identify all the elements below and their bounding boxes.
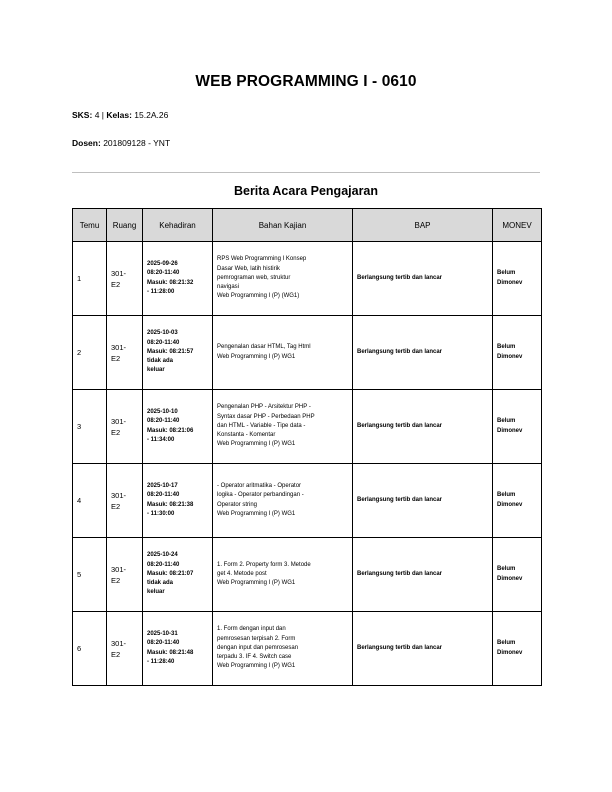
dosen-value: 201809128 - YNT: [103, 138, 171, 148]
cell-bap: Berlangsung tertib dan lancar: [353, 316, 493, 390]
cell-ruang: 301- E2: [107, 464, 143, 538]
cell-kehadiran: 2025-10-24 08:20-11:40 Masuk: 08:21:07 tidak ada keluar: [143, 538, 213, 612]
cell-bahan-kajian: RPS Web Programming I Konsep Dasar Web, latih histirik pemrograman web, struktur navigasi Web Programming I (P) (WG1): [213, 242, 353, 316]
cell-bap: Berlangsung tertib dan lancar: [353, 464, 493, 538]
kelas-label: Kelas:: [106, 110, 132, 120]
table-row: [73, 242, 542, 316]
cell-bap: Berlangsung tertib dan lancar: [353, 242, 493, 316]
cell-monev: Belum Dimonev: [493, 242, 542, 316]
header-temu: Temu: [73, 209, 107, 242]
divider: [72, 172, 540, 173]
header-bap: BAP: [353, 209, 493, 242]
cell-monev: Belum Dimonev: [493, 390, 542, 464]
course-title: WEB PROGRAMMING I - 0610: [195, 73, 417, 90]
sks-label: SKS:: [72, 110, 93, 120]
kelas-value: 15.2A.26: [134, 110, 169, 120]
cell-kehadiran: 2025-10-10 08:20-11:40 Masuk: 08:21:06 - 11:34:00: [143, 390, 213, 464]
cell-kehadiran: 2025-10-31 08:20-11:40 Masuk: 08:21:48 - 11:28:40: [143, 612, 213, 686]
cell-temu: 5: [73, 538, 107, 612]
header-bahan-kajian: Bahan Kajian: [213, 209, 353, 242]
header-monev: MONEV: [493, 209, 542, 242]
cell-bahan-kajian: Pengenalan dasar HTML, Tag Html Web Programming I (P) WG1: [213, 316, 353, 390]
teaching-report-table: [72, 208, 542, 686]
lecturer-meta: [72, 138, 170, 148]
cell-monev: Belum Dimonev: [493, 612, 542, 686]
cell-kehadiran: 2025-10-17 08:20-11:40 Masuk: 08:21:38 - 11:30:00: [143, 464, 213, 538]
cell-bap: Berlangsung tertib dan lancar: [353, 390, 493, 464]
cell-monev: Belum Dimonev: [493, 538, 542, 612]
header-kehadiran: Kehadiran: [143, 209, 213, 242]
cell-ruang: 301- E2: [107, 612, 143, 686]
cell-kehadiran: 2025-09-26 08:20-11:40 Masuk: 08:21:32 - 11:28:00: [143, 242, 213, 316]
cell-ruang: 301- E2: [107, 242, 143, 316]
table-body: [73, 242, 542, 686]
cell-ruang: 301- E2: [107, 538, 143, 612]
cell-bahan-kajian: 1. Form 2. Property form 3. Metode get 4. Metode post Web Programming I (P) WG1: [213, 538, 353, 612]
cell-temu: 4: [73, 464, 107, 538]
meta-separator: |: [101, 110, 105, 120]
cell-kehadiran: 2025-10-03 08:20-11:40 Masuk: 08:21:57 tidak ada keluar: [143, 316, 213, 390]
cell-ruang: 301- E2: [107, 390, 143, 464]
header-ruang: Ruang: [107, 209, 143, 242]
table-row: [73, 538, 542, 612]
cell-temu: 1: [73, 242, 107, 316]
cell-ruang: 301- E2: [107, 316, 143, 390]
section-title: Berita Acara Pengajaran: [233, 184, 379, 198]
sks-value: 4: [94, 110, 100, 120]
cell-temu: 2: [73, 316, 107, 390]
course-meta: [72, 110, 168, 120]
cell-bap: Berlangsung tertib dan lancar: [353, 612, 493, 686]
table-row: [73, 390, 542, 464]
dosen-label: Dosen:: [72, 138, 101, 148]
table-row: [73, 316, 542, 390]
cell-bahan-kajian: - Operator aritmatika - Operator logika - Operator perbandingan - Operator string Web Programming I (P) WG1: [213, 464, 353, 538]
cell-monev: Belum Dimonev: [493, 464, 542, 538]
table-row: [73, 612, 542, 686]
cell-bap: Berlangsung tertib dan lancar: [353, 538, 493, 612]
table-row: [73, 464, 542, 538]
table-header-row: [73, 209, 542, 242]
cell-temu: 6: [73, 612, 107, 686]
cell-temu: 3: [73, 390, 107, 464]
cell-bahan-kajian: Pengenalan PHP - Arsitektur PHP - Syntax dasar PHP - Perbedaan PHP dan HTML - Variable - Tipe data - Konstanta - Komentar Web Programming I (P) WG1: [213, 390, 353, 464]
cell-monev: Belum Dimonev: [493, 316, 542, 390]
cell-bahan-kajian: 1. Form dengan input dan pemrosesan terpisah 2. Form dengan input dan pemrosesan terpadu 3. IF 4. Switch case Web Programming I (P) WG1: [213, 612, 353, 686]
